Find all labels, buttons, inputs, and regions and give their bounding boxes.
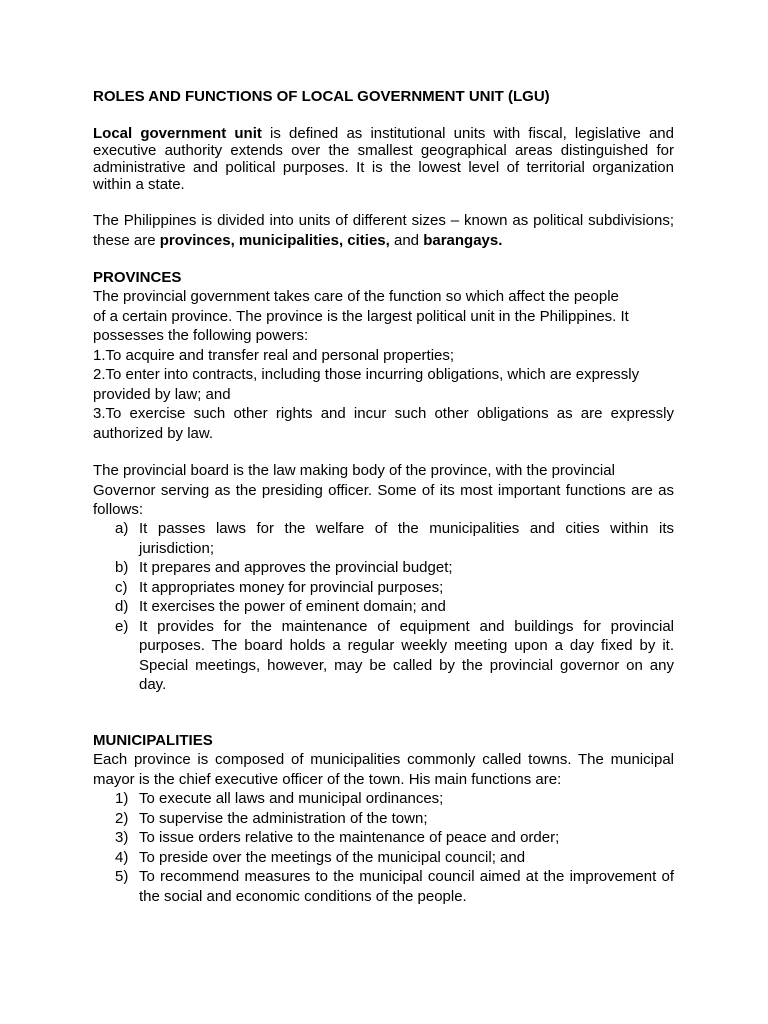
list-marker: 5) [115,868,129,885]
provinces-line: of a certain province. The province is the largest political unit in the Philippines. It [93,307,629,325]
subdivisions-list: provinces, municipalities, cities, [159,231,390,249]
municipalities-intro: Each province is composed of municipalities commonly called towns. The municipal mayor is the chief executive officer of the town. His main functions are: [93,751,674,788]
provinces-line: possesses the following powers: [93,327,309,344]
list-marker: e) [115,617,129,635]
provinces-heading: PROVINCES [93,269,182,286]
list-item [93,828,674,848]
provinces-power: 1.To acquire and transfer real and personal properties; [93,346,455,364]
provinces-line: The provincial government takes care of the function so which affect the people [93,288,619,305]
list-item-text: It provides for the maintenance of equipment and buildings for provincial purposes. The board holds a regular weekly meeting upon a day fixed by it. Special meetings, however, may be called by the provincial governor on any day. [139,617,674,693]
board-line: The provincial board is the law making body of the province, with the provincial [93,462,615,479]
list-item [93,578,674,598]
list-item-text: To execute all laws and municipal ordinances; [139,790,444,807]
lgu-term: Local government unit [93,125,262,142]
list-item [93,789,674,809]
list-marker: d) [115,598,129,615]
provincial-board-paragraph [93,461,674,520]
list-item-text: It passes laws for the welfare of the municipalities and cities within its jurisdiction; [139,520,674,557]
list-marker: a) [115,520,129,537]
provinces-paragraph [93,287,674,443]
list-item [93,809,674,829]
subdivisions-last: barangays. [423,231,503,249]
mayor-functions-list [93,789,674,906]
list-item-text: To recommend measures to the municipal council aimed at the improvement of the social and economic conditions of the people. [139,868,674,905]
list-item-text: To issue orders relative to the maintenance of peace and order; [139,829,560,846]
list-item-text: It appropriates money for provincial purposes; [139,578,444,596]
subdivisions-conj: and [389,231,424,249]
list-item [93,558,674,578]
document-title: ROLES AND FUNCTIONS OF LOCAL GOVERNMENT UNIT (LGU) [93,88,550,105]
list-item [93,519,674,558]
list-item [93,597,674,617]
list-item [93,867,674,906]
list-marker: c) [115,578,128,596]
lgu-definition-paragraph [93,125,674,193]
subdivisions-paragraph [93,211,674,250]
list-item [93,848,674,868]
list-item-text: It exercises the power of eminent domain; and [139,598,446,615]
provinces-power: provided by law; and [93,385,231,403]
list-item-text: To preside over the meetings of the municipal council; and [139,848,526,866]
subdivisions-lead: The Philippines is divided into units of different sizes – known as political subdivisions; these are [93,212,674,249]
municipalities-heading: MUNICIPALITIES [93,732,213,749]
list-item [93,617,674,695]
list-marker: 4) [115,848,129,866]
list-marker: b) [115,559,129,576]
list-marker: 3) [115,829,129,846]
list-marker: 2) [115,809,129,827]
provinces-power: 3.To exercise such other rights and incur such other obligations as are expressly authorized by law. [93,405,674,442]
list-item-text: It prepares and approves the provincial budget; [139,559,453,576]
municipalities-paragraph [93,750,674,789]
list-item-text: To supervise the administration of the town; [139,809,428,827]
provinces-power: 2.To enter into contracts, including those incurring obligations, which are expressly [93,366,640,383]
list-marker: 1) [115,790,129,807]
lgu-definition: is defined as institutional units with fiscal, legislative and executive authority extends over the smallest geographical areas distinguished for administrative and political purposes. It is the lowest level of territorial organization within a state. [93,125,674,193]
board-line: Governor serving as the presiding officer. Some of its most important functions are as follows: [93,481,674,518]
board-functions-list [93,519,674,695]
